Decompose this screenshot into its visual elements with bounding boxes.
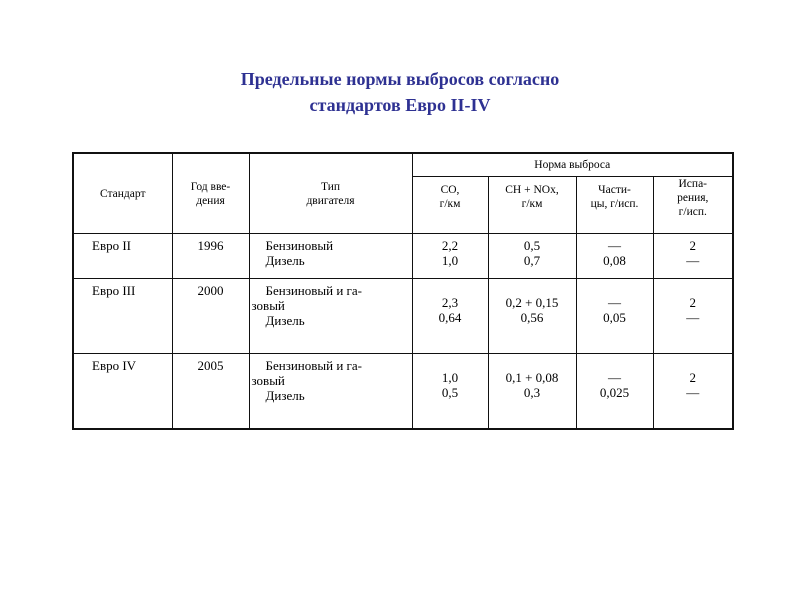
cell-co (412, 234, 488, 279)
header-co-label: CO, г/км (439, 184, 461, 210)
cell-engine (249, 354, 412, 430)
header-ch-nox (488, 177, 576, 234)
engine-line: Дизель (265, 388, 305, 403)
emission-norms-table-container (72, 152, 732, 403)
cell-ch-nox (488, 234, 576, 279)
cell-particles (576, 234, 653, 279)
value: 0,5 (523, 238, 541, 253)
header-engine-label: Тип двигателя (306, 180, 355, 207)
emission-norms-table (72, 152, 734, 430)
value: 0,1 + 0,08 (505, 370, 559, 385)
slide-title (0, 66, 800, 118)
value: 2,3 (441, 295, 459, 310)
value: 2 (689, 295, 696, 310)
value: 2,2 (441, 238, 459, 253)
header-year (172, 153, 249, 234)
header-standard (73, 153, 172, 234)
cell-evaporation (653, 354, 733, 430)
header-standard-label: Стандарт (99, 187, 146, 200)
cell-engine (249, 234, 412, 279)
value: 2 (689, 370, 696, 385)
value: 2 (689, 238, 696, 253)
cell-year: 1996 (172, 234, 249, 279)
cell-co (412, 279, 488, 354)
value: 0,025 (599, 385, 630, 400)
value: 0,05 (603, 310, 626, 325)
cell-standard: Евро II (73, 234, 172, 279)
header-norm-label: Норма выброса (534, 159, 611, 171)
value: 0,3 (523, 385, 541, 400)
cell-evaporation (653, 234, 733, 279)
cell-ch-nox (488, 354, 576, 430)
cell-engine (249, 279, 412, 354)
cell-ch-nox (488, 279, 576, 354)
header-evaporation (653, 177, 733, 234)
value: — (608, 370, 621, 385)
header-particles-label: Части- цы, г/исп. (590, 184, 639, 210)
engine-line: Бензиновый (265, 238, 334, 253)
value: — (608, 295, 621, 310)
value: 0,08 (603, 253, 626, 268)
header-co (412, 177, 488, 234)
value: — (686, 253, 700, 268)
header-year-label: Год вве- дения (190, 180, 231, 207)
value: — (608, 238, 621, 253)
cell-standard: Евро III (73, 279, 172, 354)
value: 0,5 (441, 385, 459, 400)
cell-co (412, 354, 488, 430)
slide-title-line2: стандартов Евро II-IV (309, 95, 491, 115)
value: 1,0 (441, 253, 459, 268)
value: — (686, 310, 700, 325)
table-row (73, 279, 733, 354)
value: 1,0 (441, 370, 459, 385)
header-engine-type (249, 153, 412, 234)
slide-title-line1: Предельные нормы выбросов согласно (240, 69, 560, 89)
value: 0,2 + 0,15 (505, 295, 559, 310)
header-particles (576, 177, 653, 234)
cell-year: 2000 (172, 279, 249, 354)
cell-standard: Евро IV (73, 354, 172, 430)
table-row (73, 354, 733, 430)
cell-year: 2005 (172, 354, 249, 430)
header-emission-norm (412, 153, 733, 177)
engine-line: зовый (251, 373, 285, 388)
engine-line: зовый (251, 298, 285, 313)
value: 0,56 (520, 310, 544, 325)
engine-line: Бензиновый и га- (265, 358, 362, 373)
header-evaporation-label: Испа- рения, г/исп. (677, 178, 709, 218)
value: 0,7 (523, 253, 541, 268)
engine-line: Дизель (265, 313, 305, 328)
value: 0,64 (438, 310, 462, 325)
cell-particles (576, 279, 653, 354)
engine-line: Бензиновый и га- (265, 283, 362, 298)
engine-line: Дизель (265, 253, 305, 268)
value: — (686, 385, 700, 400)
table-row (73, 234, 733, 279)
header-chnox-label: CH + NOx, г/км (505, 184, 559, 210)
cell-particles (576, 354, 653, 430)
header-row-top (73, 153, 733, 177)
cell-evaporation (653, 279, 733, 354)
